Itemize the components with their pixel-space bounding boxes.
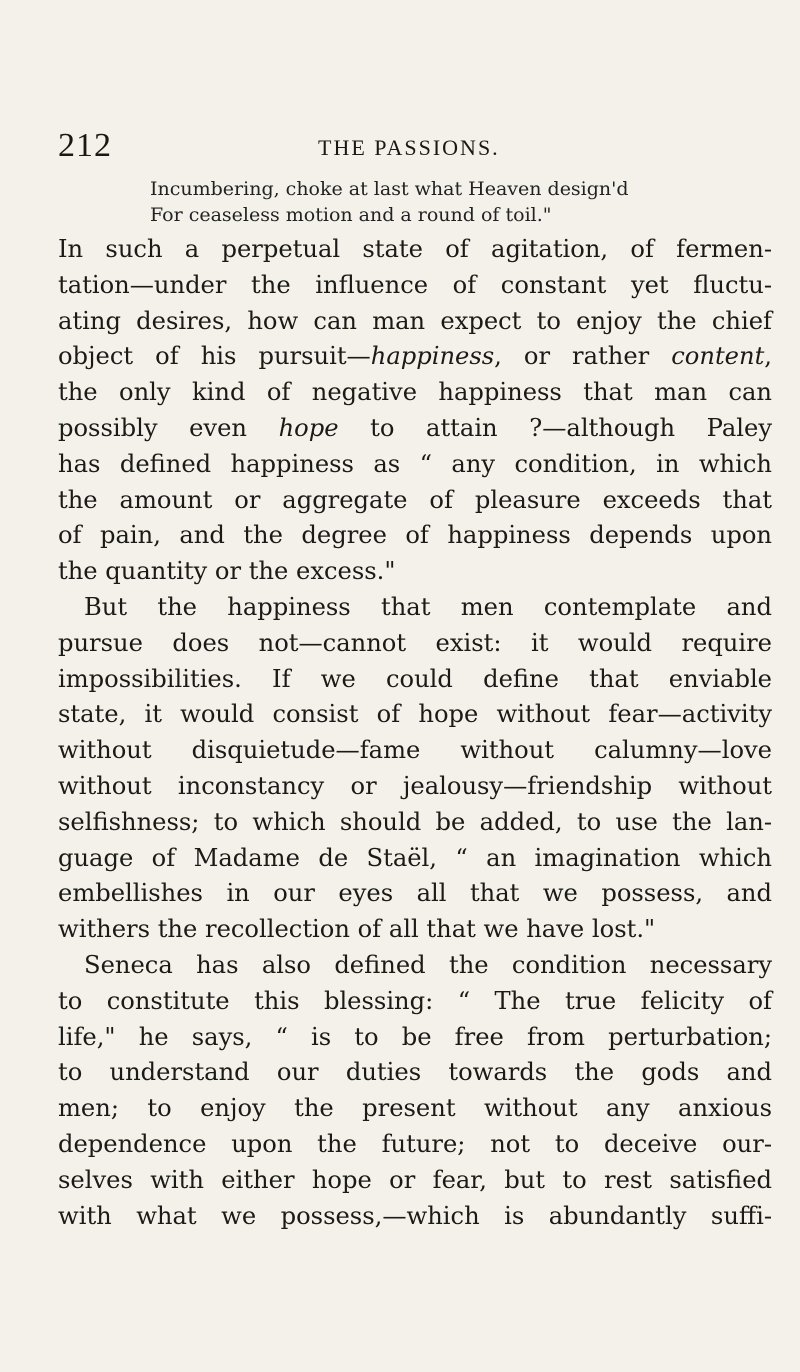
text-line: men; to enjoy the present without any anxious <box>58 1094 772 1123</box>
text-line: life," he says, “ is to be free from perturbation; <box>58 1022 772 1051</box>
text-line: without inconstancy or jealousy—friendship without <box>58 771 772 800</box>
text-line: impossibilities. If we could define that enviable <box>58 664 772 693</box>
text-line: pursue does not—cannot exist: it would require <box>58 628 772 657</box>
text-line: with what we possess,—which is abundantly suffi- <box>58 1201 772 1230</box>
italic-content: content <box>671 342 765 371</box>
text-line: Seneca has also defined the condition necessary <box>84 950 772 979</box>
text-line: of pain, and the degree of happiness depends upon <box>58 521 772 550</box>
text-line: to understand our duties towards the gods and <box>58 1058 772 1087</box>
verse-quotation <box>150 176 770 228</box>
verse-line: For ceaseless motion and a round of toil." <box>150 204 552 226</box>
text-line: In such a perpetual state of agitation, of fermen- <box>58 235 772 263</box>
page-header <box>0 126 800 166</box>
text-line: the amount or aggregate of pleasure exceeds that <box>58 485 772 514</box>
text-line: selfishness; to which should be added, to use the lan- <box>58 807 772 836</box>
text-line: to constitute this blessing: “ The true felicity of <box>58 986 772 1015</box>
text-line: embellishes in our eyes all that we possess, and <box>58 879 772 908</box>
text-line: has defined happiness as “ any condition, in which <box>58 449 772 478</box>
text-line: state, it would consist of hope without fear—activity <box>58 700 772 729</box>
text-line: the quantity or the excess." <box>58 557 396 586</box>
text-line: withers the recollection of all that we have lost." <box>58 915 656 944</box>
text-line: dependence upon the future; not to deceive our- <box>58 1129 772 1158</box>
text-line: guage of Madame de Staël, “ an imagination which <box>58 843 772 872</box>
text-line: without disquietude—fame without calumny—love <box>58 736 772 765</box>
text-line: selves with either hope or fear, but to rest satisfied <box>58 1165 772 1194</box>
text-line: ating desires, how can man expect to enjoy the chief <box>58 306 772 335</box>
running-head: THE PASSIONS. <box>318 135 500 160</box>
text-line-with-italics: object of his pursuit—happiness, or rather content, <box>58 342 772 371</box>
body-text <box>58 232 772 1234</box>
text-line: tation—under the influence of constant yet fluctu- <box>58 270 772 299</box>
text-line: But the happiness that men contemplate and <box>84 592 772 621</box>
text-line-with-italics: possibly even hope to attain ?—although Paley <box>58 413 772 442</box>
italic-hope: hope <box>278 413 339 442</box>
text-line: the only kind of negative happiness that man can <box>58 378 772 407</box>
page-number: 212 <box>58 127 112 164</box>
verse-line: Incumbering, choke at last what Heaven design'd <box>150 178 629 200</box>
italic-happiness: happiness <box>370 342 495 371</box>
